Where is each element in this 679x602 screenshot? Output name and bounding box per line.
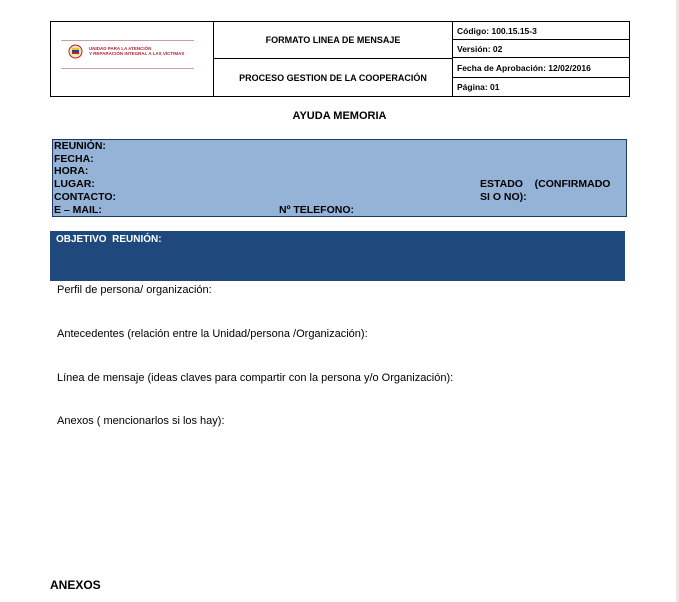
objective-label: OBJETIVO REUNIÓN: <box>56 234 162 245</box>
reunion-label: REUNIÓN: <box>54 140 106 152</box>
email-label: E – MAIL: <box>54 204 102 216</box>
telefono-label: Nº TELEFONO: <box>279 204 354 216</box>
logo-text-line2: Y REPARACIÓN INTEGRAL A LAS VÍCTIMAS <box>89 51 185 56</box>
logo-text-line1: UNIDAD PARA LA ATENCIÓN <box>89 46 152 51</box>
estado-label <box>480 178 610 204</box>
document-version: Versión: 02 <box>453 40 629 58</box>
document-header-table <box>50 21 630 97</box>
meeting-info-box <box>52 139 627 217</box>
linea-mensaje-field-label: Línea de mensaje (ideas claves para compartir con la persona y/o Organización): <box>57 372 454 384</box>
document-code: Código: 100.15.15-3 <box>453 22 629 40</box>
approval-date: Fecha de Aprobación: 12/02/2016 <box>453 58 629 78</box>
antecedentes-field-label: Antecedentes (relación entre la Unidad/persona /Organización): <box>57 328 368 340</box>
colombia-seal-icon <box>68 44 83 59</box>
logo-cell <box>51 22 214 96</box>
estado-line2: SI O NO): <box>480 191 527 203</box>
section-title: AYUDA MEMORIA <box>292 110 387 122</box>
anexos-heading: ANEXOS <box>50 578 101 592</box>
hora-label: HORA: <box>54 165 89 177</box>
lugar-label: LUGAR: <box>54 178 95 190</box>
estado-line1: ESTADO (CONFIRMADO <box>480 178 611 190</box>
page-number: Página: 01 <box>457 82 500 92</box>
perfil-field-label: Perfil de persona/ organización: <box>57 284 212 296</box>
fecha-label: FECHA: <box>54 152 94 165</box>
objective-block <box>50 231 625 281</box>
logo-rule-top <box>61 40 194 41</box>
logo-rule-bottom <box>61 68 194 69</box>
anexos-field-label: Anexos ( mencionarlos si los hay): <box>57 415 225 427</box>
process-title: PROCESO GESTION DE LA COOPERACIÓN <box>214 59 453 96</box>
logo-text <box>89 46 184 56</box>
format-title: FORMATO LINEA DE MENSAJE <box>214 22 453 59</box>
contacto-label: CONTACTO: <box>54 191 117 203</box>
